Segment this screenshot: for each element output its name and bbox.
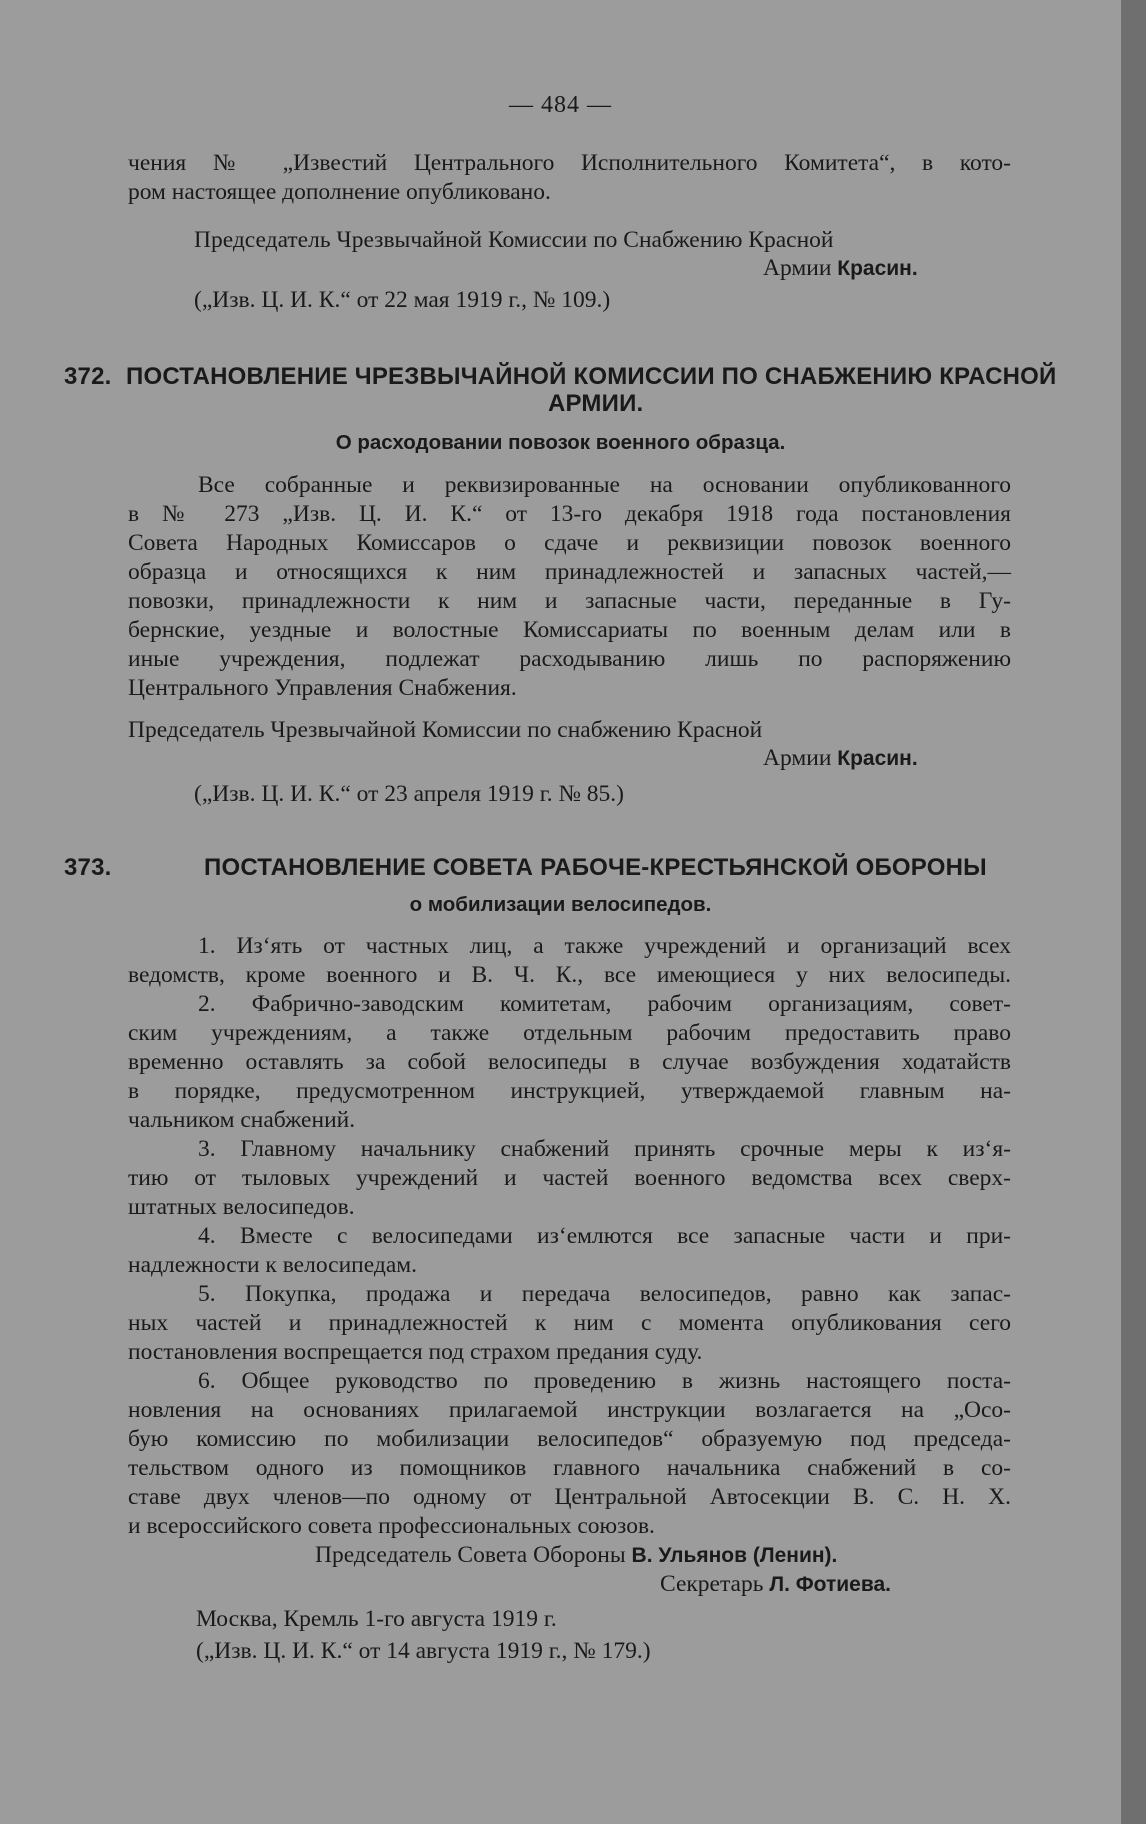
signature-name: Л. Фотиева. <box>769 1573 891 1596</box>
text-line: Все собранные и реквизированные на основании опубликованного <box>198 472 1011 498</box>
doc-372-signature-title: Председатель Чрезвычайной Комиссии по снабжению Красной <box>128 717 763 743</box>
text-line: Совета Народных Комиссаров о сдаче и реквизиции повозок военного <box>128 530 1011 556</box>
intro-signature <box>763 254 918 283</box>
text-line: тию от тыловых учреждений и частей военного ведомства всех сверх- <box>128 1165 1011 1191</box>
doc-373-place-date: Москва, Кремль 1-го августа 1919 г. <box>196 1606 557 1632</box>
signature-role: Армии <box>763 255 832 281</box>
text-line: 1. Из‘ять от частных лиц, а также учреждений и организаций всех <box>198 933 1011 959</box>
doc-372-body <box>128 471 1011 703</box>
text-line: бернские, уездные и волостные Комиссариаты по военным делам или в <box>128 617 1011 643</box>
text-line: Центрального Управления Снабжения. <box>128 675 517 701</box>
text-line: чения № „Известий Центрального Исполнительного Комитета“, в кото- <box>128 150 1011 176</box>
text-line: тельством одного из помощников главного начальника снабжений в со- <box>128 1455 1011 1481</box>
text-line: бую комиссию по мобилизации велосипедов“ образуемую под председа- <box>128 1426 1011 1452</box>
text-line: штатных велосипедов. <box>128 1194 355 1220</box>
intro-text <box>128 149 1011 207</box>
signature-name: Красин. <box>837 257 918 280</box>
doc-373-body <box>128 932 1011 1541</box>
doc-373-signature1 <box>315 1541 837 1570</box>
signature-name: Красин. <box>837 747 918 770</box>
text-line: в порядке, предусмотренном инструкцией, утверждаемой главным на- <box>128 1078 1011 1104</box>
text-line: повозки, принадлежности к ним и запасные части, переданные в Гу- <box>128 588 1011 614</box>
doc-372-subtitle: О расходовании повозок военного образца. <box>335 431 786 454</box>
intro-signature-title: Председатель Чрезвычайной Комиссии по Снабжению Красной <box>194 227 834 253</box>
doc-372-title-line1: ПОСТАНОВЛЕНИЕ ЧРЕЗВЫЧАЙНОЙ КОМИССИИ ПО СНАБЖЕНИЮ КРАСНОЙ <box>126 363 1057 390</box>
text-line: в № 273 „Изв. Ц. И. К.“ от 13-го декабря 1918 года постановления <box>128 501 1011 527</box>
text-line: 4. Вместе с велосипедами из‘емлются все запасные части и при- <box>198 1223 1011 1249</box>
text-line: 2. Фабрично-заводским комитетам, рабочим организациям, совет- <box>198 991 1011 1017</box>
text-line: надлежности к велосипедам. <box>128 1252 417 1278</box>
text-line: временно оставлять за собой велосипеды в случае возбуждения ходатайств <box>128 1049 1011 1075</box>
text-line: ведомств, кроме военного и В. Ч. К., все имеющиеся у них велосипеды. <box>128 962 1011 988</box>
signature-role: Председатель Совета Обороны <box>315 1542 626 1568</box>
doc-372-signature <box>763 744 918 773</box>
text-line: 6. Общее руководство по проведению в жизнь настоящего поста- <box>198 1368 1011 1394</box>
text-line: 3. Главному начальнику снабжений принять срочные меры к из‘я- <box>198 1136 1011 1162</box>
doc-372-number: 372. <box>64 363 112 390</box>
text-line: постановления воспрещается под страхом предания суду. <box>128 1339 703 1365</box>
text-line: чальником снабжений. <box>128 1107 356 1133</box>
text-line: ским учреждениям, а также отдельным рабочим предоставить право <box>128 1020 1011 1046</box>
signature-role: Секретарь <box>660 1571 764 1597</box>
doc-373-title: ПОСТАНОВЛЕНИЕ СОВЕТА РАБОЧЕ-КРЕСТЬЯНСКОЙ ОБОРОНЫ <box>204 854 987 881</box>
signature-name: В. Ульянов (Ленин). <box>631 1544 838 1567</box>
text-line: ставе двух членов—по одному от Центральной Автосекции В. С. Н. Х. <box>128 1484 1011 1510</box>
text-line: 5. Покупка, продажа и передача велосипедов, равно как запас- <box>198 1281 1011 1307</box>
text-line: образца и относящихся к ним принадлежностей и запасных частей,— <box>128 559 1011 585</box>
page-number: — 484 — <box>509 92 612 118</box>
text-line: ных частей и принадлежностей к ним с момента опубликования сего <box>128 1310 1011 1336</box>
doc-373-subtitle: о мобилизации велосипедов. <box>409 893 712 916</box>
doc-372-title-line2: АРМИИ. <box>548 390 644 417</box>
signature-role: Армии <box>763 745 832 771</box>
text-line: иные учреждения, подлежат расходыванию лишь по распоряжению <box>128 646 1011 672</box>
doc-373-source: („Изв. Ц. И. К.“ от 14 августа 1919 г., № 179.) <box>196 1638 651 1664</box>
doc-373-signature2 <box>660 1570 891 1599</box>
doc-372-source: („Изв. Ц. И. К.“ от 23 апреля 1919 г. № 85.) <box>194 781 625 807</box>
text-line: ром настоящее дополнение опубликовано. <box>128 179 551 205</box>
intro-source: („Изв. Ц. И. К.“ от 22 мая 1919 г., № 109.) <box>194 287 611 313</box>
doc-373-number: 373. <box>64 854 112 881</box>
text-line: и всероссийского совета профессиональных союзов. <box>128 1513 655 1539</box>
text-line: новления на основаниях прилагаемой инструкции возлагается на „Осо- <box>128 1397 1011 1423</box>
